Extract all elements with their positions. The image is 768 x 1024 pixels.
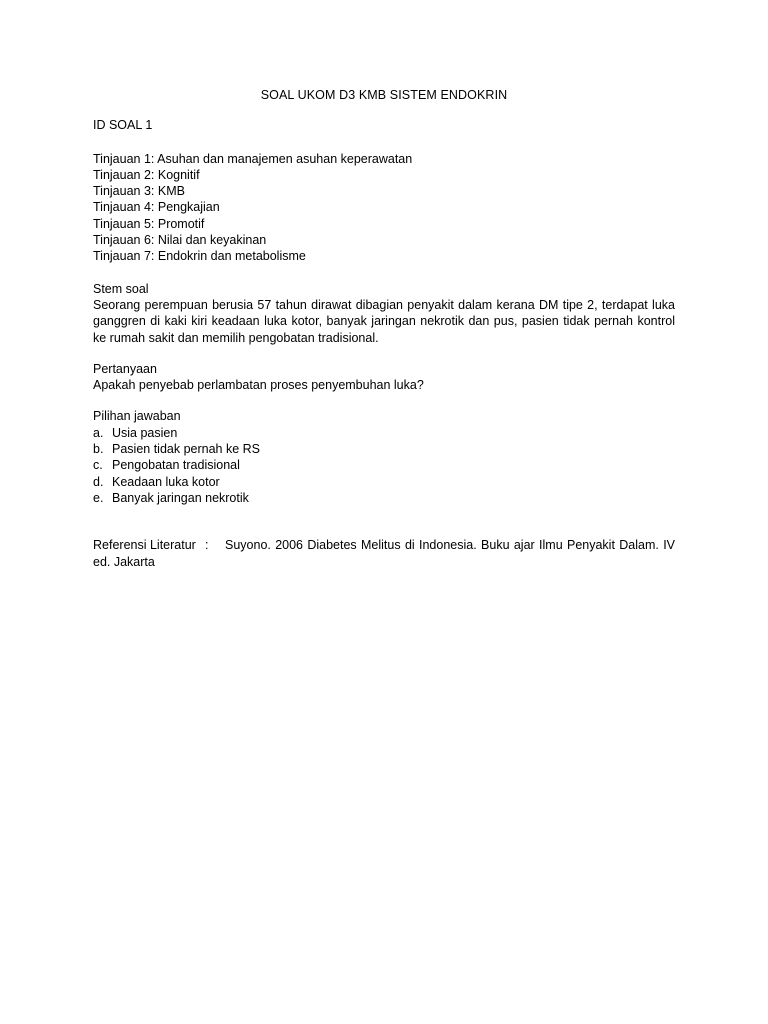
option-letter: d. xyxy=(93,474,104,489)
tinjauan-item: Tinjauan 2: Kognitif xyxy=(93,167,200,182)
stem-text: Seorang perempuan berusia 57 tahun dirawat dibagian penyakit dalam kerana DM tipe 2, terdapat luka ganggren di kaki kiri keadaan luka kotor, banyak jaringan nekrotik dan pus, pasien tidak pernah kontrol ke rumah sakit dan memilih pengobatan tradisional. xyxy=(93,297,675,345)
answer-option xyxy=(93,425,675,441)
tinjauan-item: Tinjauan 6: Nilai dan keyakinan xyxy=(93,233,267,248)
options-label: Pilihan jawaban xyxy=(93,409,181,424)
option-letter: a. xyxy=(93,425,104,440)
document-title: SOAL UKOM D3 KMB SISTEM ENDOKRIN xyxy=(260,88,508,102)
answer-option xyxy=(93,441,675,457)
option-letter: e. xyxy=(93,490,104,505)
stem-label: Stem soal xyxy=(93,281,149,296)
reference-label: Referensi Literatur xyxy=(93,538,196,553)
option-text: Usia pasien xyxy=(112,425,178,440)
tinjauan-list xyxy=(93,151,675,265)
answer-option xyxy=(93,490,675,506)
question-text: Apakah penyebab perlambatan proses penyembuhan luka? xyxy=(93,378,424,393)
option-text: Banyak jaringan nekrotik xyxy=(112,490,249,505)
tinjauan-item: Tinjauan 3: KMB xyxy=(93,184,185,199)
document-content xyxy=(93,87,675,570)
option-text: Pengobatan tradisional xyxy=(112,458,240,473)
tinjauan-item: Tinjauan 4: Pengkajian xyxy=(93,200,220,215)
option-text: Pasien tidak pernah ke RS xyxy=(112,442,261,457)
tinjauan-item: Tinjauan 7: Endokrin dan metabolisme xyxy=(93,249,306,264)
question-label: Pertanyaan xyxy=(93,361,157,376)
answer-option xyxy=(93,457,675,473)
tinjauan-item: Tinjauan 1: Asuhan dan manajemen asuhan keperawatan xyxy=(93,151,413,166)
option-letter: c. xyxy=(93,458,103,473)
answer-option xyxy=(93,474,675,490)
reference xyxy=(93,537,675,570)
tinjauan-item: Tinjauan 5: Promotif xyxy=(93,216,205,231)
id-soal: ID SOAL 1 xyxy=(93,118,153,133)
option-letter: b. xyxy=(93,442,104,457)
reference-text: Suyono. 2006 Diabetes Melitus di Indonesia. Buku ajar Ilmu Penyakit Dalam. IV ed. Jakarta xyxy=(93,538,675,569)
option-text: Keadaan luka kotor xyxy=(112,474,220,489)
reference-separator: : xyxy=(205,538,209,553)
answer-options xyxy=(93,425,675,506)
